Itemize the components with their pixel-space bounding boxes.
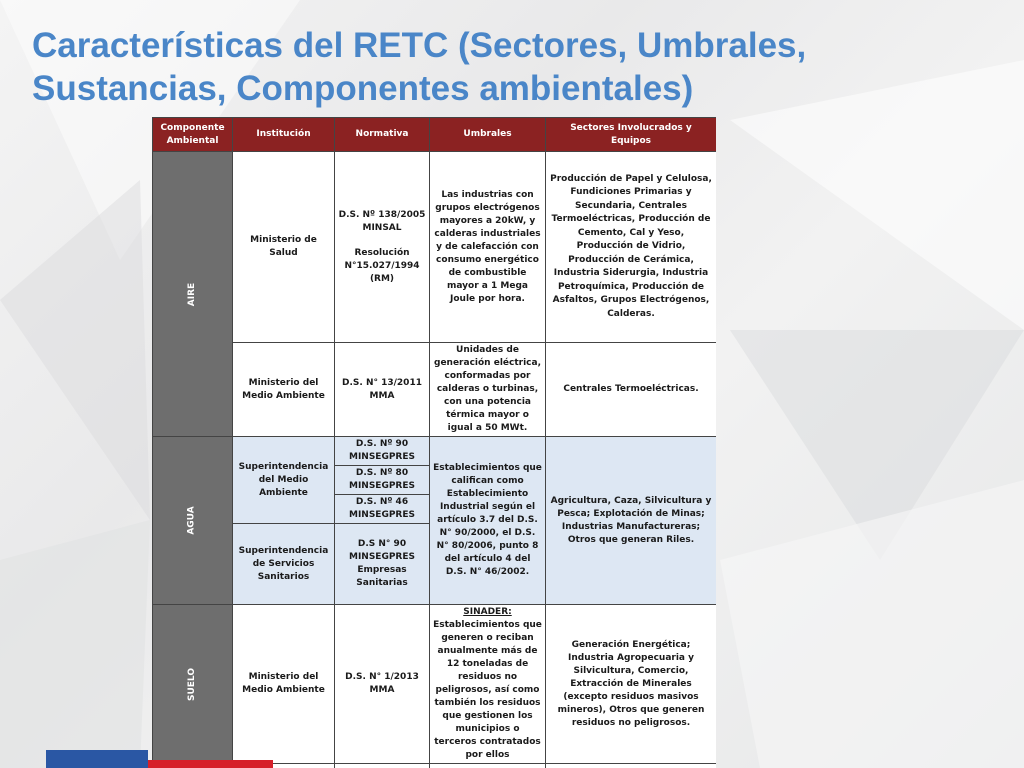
cell-sectores: Producción de Papel y Celulosa, Fundiciones Primarias y Secundaria, Centrales Termoeléctricas, Producción de Cemento, Cal y Yeso, Producción de Vidrio, Producción de Cerámica, Industria Siderurgia, Industria Petroquímica, Producción de Asfaltos, Grupos Electrógenos, Calderas. bbox=[546, 152, 717, 343]
cell-normativa bbox=[335, 152, 430, 343]
cell-umbrales: Las industrias con grupos electrógenos mayores a 20kW, y calderas industriales y de calefacción con consumo energético de combustible mayor a 1 Mega Joule por hora. bbox=[430, 152, 546, 343]
umbrales-text: Establecimientos que generen o reciban anualmente más de 12 toneladas de residuos no peligrosos, así como también los residuos que gestionen los municipios o terceros contratados por ellos bbox=[433, 620, 542, 760]
cell-institucion: Superintendencia del Medio Ambiente bbox=[233, 437, 335, 524]
cell-sectores: Centrales Termoeléctricas. bbox=[546, 343, 717, 437]
cell-normativa: D.S. N° 1/2013 MMA bbox=[335, 605, 430, 764]
umbrales-heading: SINADER: bbox=[463, 607, 512, 617]
cell-normativa: D.S N° 90 MINSEGPRES Empresas Sanitarias bbox=[335, 524, 430, 605]
cell-empty bbox=[335, 764, 430, 768]
normativa-line: D.S. Nº 138/2005 MINSAL bbox=[338, 209, 426, 233]
page-title: Características del RETC (Sectores, Umbrales, Sustancias, Componentes ambientales) bbox=[32, 26, 807, 108]
table-row-agua-1a bbox=[153, 437, 717, 466]
footer-bar-blue bbox=[46, 750, 148, 768]
cell-umbrales bbox=[430, 605, 546, 764]
component-suelo: SUELO bbox=[153, 605, 233, 764]
cell-normativa: D.S. N° 13/2011 MMA bbox=[335, 343, 430, 437]
cell-normativa: D.S. Nº 46 MINSEGPRES bbox=[335, 495, 430, 524]
cell-sectores: Generación Energética; Industria Agropecuaria y Silvicultura, Comercio, Extracción de Minerales (excepto residuos masivos mineros), Otros que generen residuos no peligrosos. bbox=[546, 605, 717, 764]
header-normativa: Normativa bbox=[335, 118, 430, 152]
table-row-aire-1 bbox=[153, 152, 717, 343]
component-aire: AIRE bbox=[153, 152, 233, 437]
cell-umbrales: Establecimientos que califican como Establecimiento Industrial según el artículo 3.7 del D.S. N° 90/2000, el D.S. N° 80/2006, punto 8 del artículo 4 del D.S. N° 46/2002. bbox=[430, 437, 546, 605]
header-sectores: Sectores Involucrados y Equipos bbox=[546, 118, 717, 152]
header-umbrales: Umbrales bbox=[430, 118, 546, 152]
cell-institucion: Ministerio del Medio Ambiente bbox=[233, 343, 335, 437]
cell-normativa: D.S. Nº 90 MINSEGPRES bbox=[335, 437, 430, 466]
cell-institucion: Ministerio del Medio Ambiente bbox=[233, 605, 335, 764]
table-row-suelo bbox=[153, 605, 717, 764]
header-institucion: Institución bbox=[233, 118, 335, 152]
table-row-aire-2 bbox=[153, 343, 717, 437]
footer-bar-red bbox=[148, 760, 273, 768]
component-agua: AGUA bbox=[153, 437, 233, 605]
table-header-row bbox=[153, 118, 717, 152]
cell-institucion: Superintendencia de Servicios Sanitarios bbox=[233, 524, 335, 605]
cell-institucion: Ministerio de Salud bbox=[233, 152, 335, 343]
cell-umbrales: Unidades de generación eléctrica, conformadas por calderas o turbinas, con una potencia térmica mayor o igual a 50 MWt. bbox=[430, 343, 546, 437]
cell-normativa: D.S. Nº 80 MINSEGPRES bbox=[335, 466, 430, 495]
cell-empty bbox=[546, 764, 717, 768]
retc-characteristics-table bbox=[152, 117, 716, 768]
cell-empty bbox=[430, 764, 546, 768]
retc-table-image bbox=[152, 117, 716, 768]
normativa-line: Resolución N°15.027/1994 (RM) bbox=[344, 247, 420, 284]
cell-sectores: Agricultura, Caza, Silvicultura y Pesca; Explotación de Minas; Industrias Manufactureras; Otros que generan Riles. bbox=[546, 437, 717, 605]
header-componente: Componente Ambiental bbox=[153, 118, 233, 152]
